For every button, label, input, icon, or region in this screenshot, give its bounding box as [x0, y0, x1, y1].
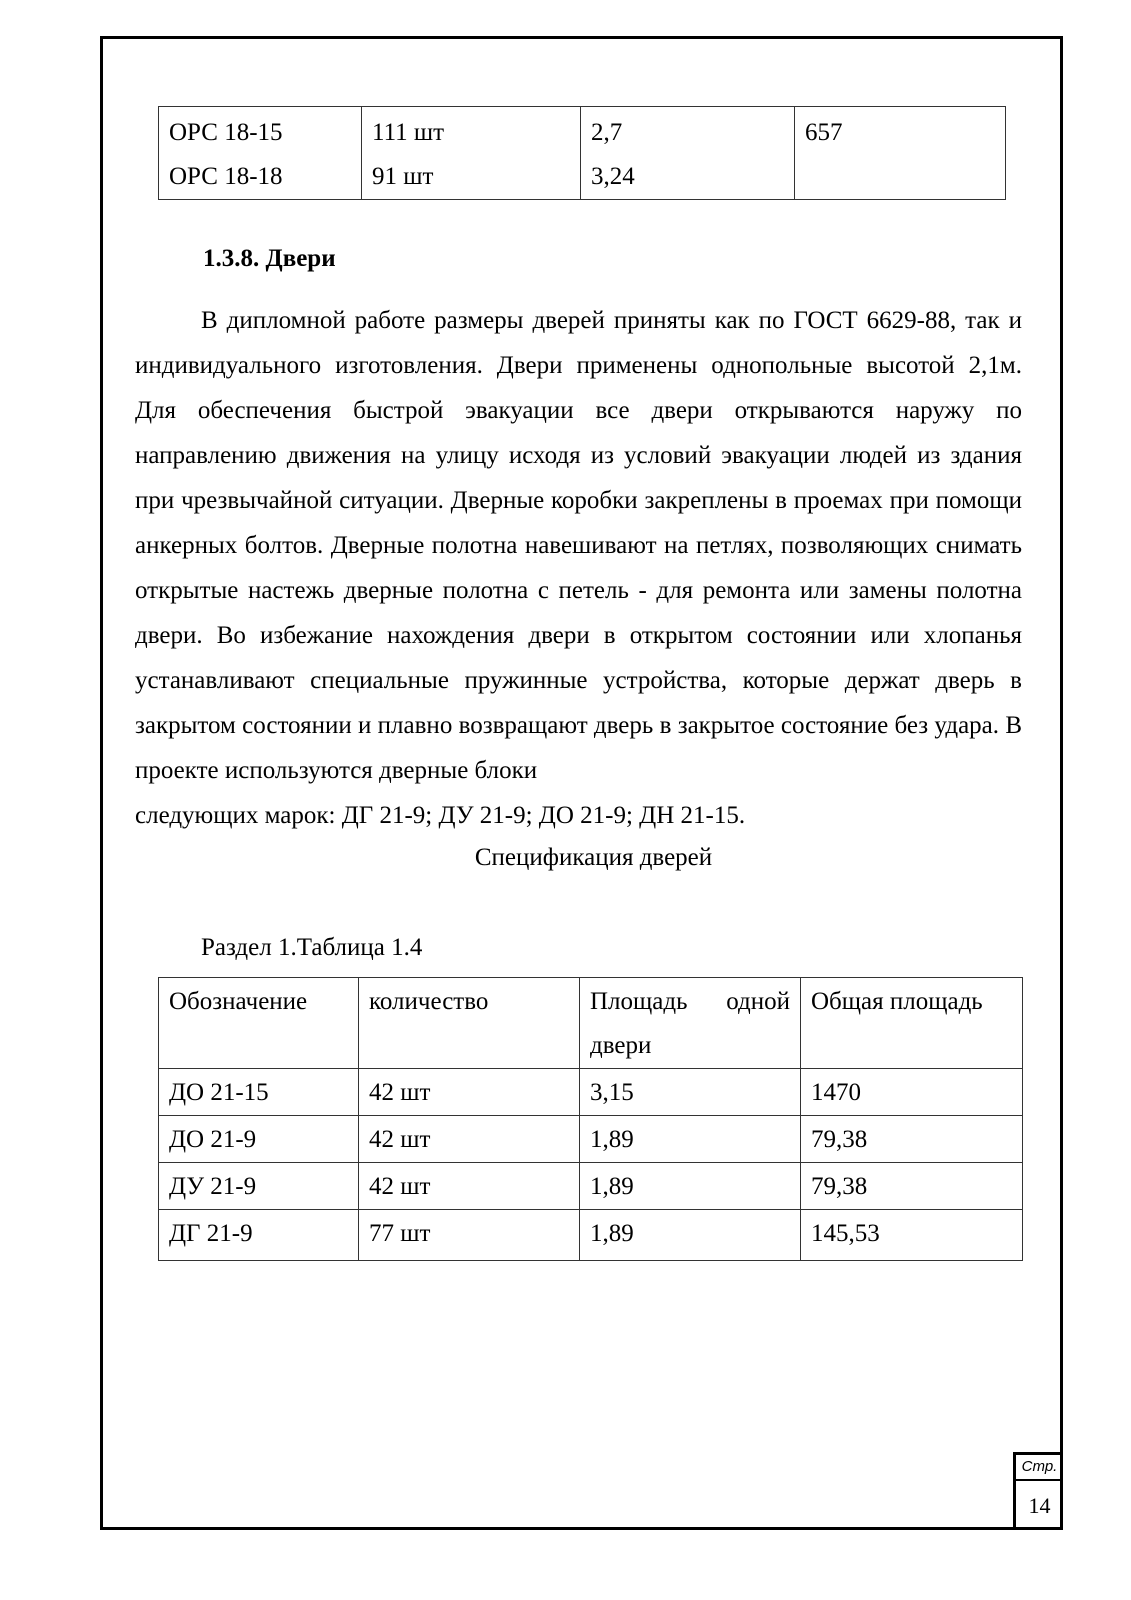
table-cell: 42 шт — [359, 1069, 580, 1116]
page-number-stamp — [1013, 1452, 1063, 1530]
table-cell — [581, 107, 795, 200]
header-word: Площадь — [590, 988, 688, 1015]
table-row — [159, 1210, 1023, 1261]
paragraph-last-line: следующих марок: ДГ 21-9; ДУ 21-9; ДО 21-9; ДН 21-15. — [135, 802, 746, 829]
top-table — [158, 106, 1006, 200]
table-cell: 79,38 — [801, 1116, 1023, 1163]
table-cell: ДО 21-15 — [159, 1069, 359, 1116]
table-cell: 145,53 — [801, 1210, 1023, 1261]
table-cell: 1,89 — [580, 1116, 801, 1163]
table-cell: ДУ 21-9 — [159, 1163, 359, 1210]
table-cell: 1,89 — [580, 1210, 801, 1261]
header-cell: Общая площадь — [801, 978, 1023, 1069]
table-header-row — [159, 978, 1023, 1069]
cell-line: 657 — [805, 119, 843, 146]
table-row — [159, 1116, 1023, 1163]
doors-table — [158, 977, 1023, 1261]
cell-line: 3,24 — [591, 163, 635, 190]
table-cell: ДО 21-9 — [159, 1116, 359, 1163]
body-paragraph — [135, 298, 1022, 838]
cell-line: 91 шт — [372, 163, 434, 190]
cell-line: 2,7 — [591, 119, 623, 146]
table-cell: 77 шт — [359, 1210, 580, 1261]
table-cell: 3,15 — [580, 1069, 801, 1116]
spec-title: Спецификация дверей — [474, 844, 713, 871]
table-cell — [362, 107, 581, 200]
header-cell: количество — [359, 978, 580, 1069]
table-caption: Раздел 1.Таблица 1.4 — [201, 934, 423, 961]
table-cell: ДГ 21-9 — [159, 1210, 359, 1261]
table-cell: 1470 — [801, 1069, 1023, 1116]
cell-line: ОРС 18-15 — [169, 119, 283, 146]
table-cell — [159, 107, 362, 200]
paragraph-text: В дипломной работе размеры дверей приняты как по ГОСТ 6629-88, так и индивидуального изготовления. Двери применены однопольные высотой 2,1м. Для обеспечения быстрой эвакуации все двери открываются наружу по направлению движения на улицу исходя из условий эвакуации людей из здания при чрезвычайной ситуации. Дверные коробки закреплены в проемах при помощи анкерных болтов. Дверные полотна навешивают на петлях, позволяющих снимать открытые настежь дверные полотна с петель - для ремонта или замены полотна двери. Во избежание нахождения двери в открытом состоянии или хлопанья устанавливают специальные пружинные устройства, которые держат дверь в закрытом состоянии и плавно возвращают дверь в закрытое состояние без удара. В проекте используются дверные блоки — [135, 307, 1022, 784]
table-cell — [795, 107, 1006, 200]
table-cell: 1,89 — [580, 1163, 801, 1210]
table-row — [159, 1069, 1023, 1116]
table-cell: 79,38 — [801, 1163, 1023, 1210]
table-cell: 42 шт — [359, 1116, 580, 1163]
table-cell: 42 шт — [359, 1163, 580, 1210]
table-row — [159, 1163, 1023, 1210]
header-cell: Обозначение — [159, 978, 359, 1069]
table-row — [159, 107, 1006, 200]
cell-line: ОРС 18-18 — [169, 163, 283, 190]
section-heading: 1.3.8. Двери — [203, 245, 336, 272]
stamp-label: Стр. — [1016, 1455, 1063, 1481]
cell-line: 111 шт — [372, 119, 445, 146]
header-word: одной — [726, 988, 790, 1015]
page-number: 14 — [1028, 1493, 1051, 1518]
header-word: двери — [590, 1032, 652, 1059]
header-cell — [580, 978, 801, 1069]
header-line — [590, 980, 790, 1024]
